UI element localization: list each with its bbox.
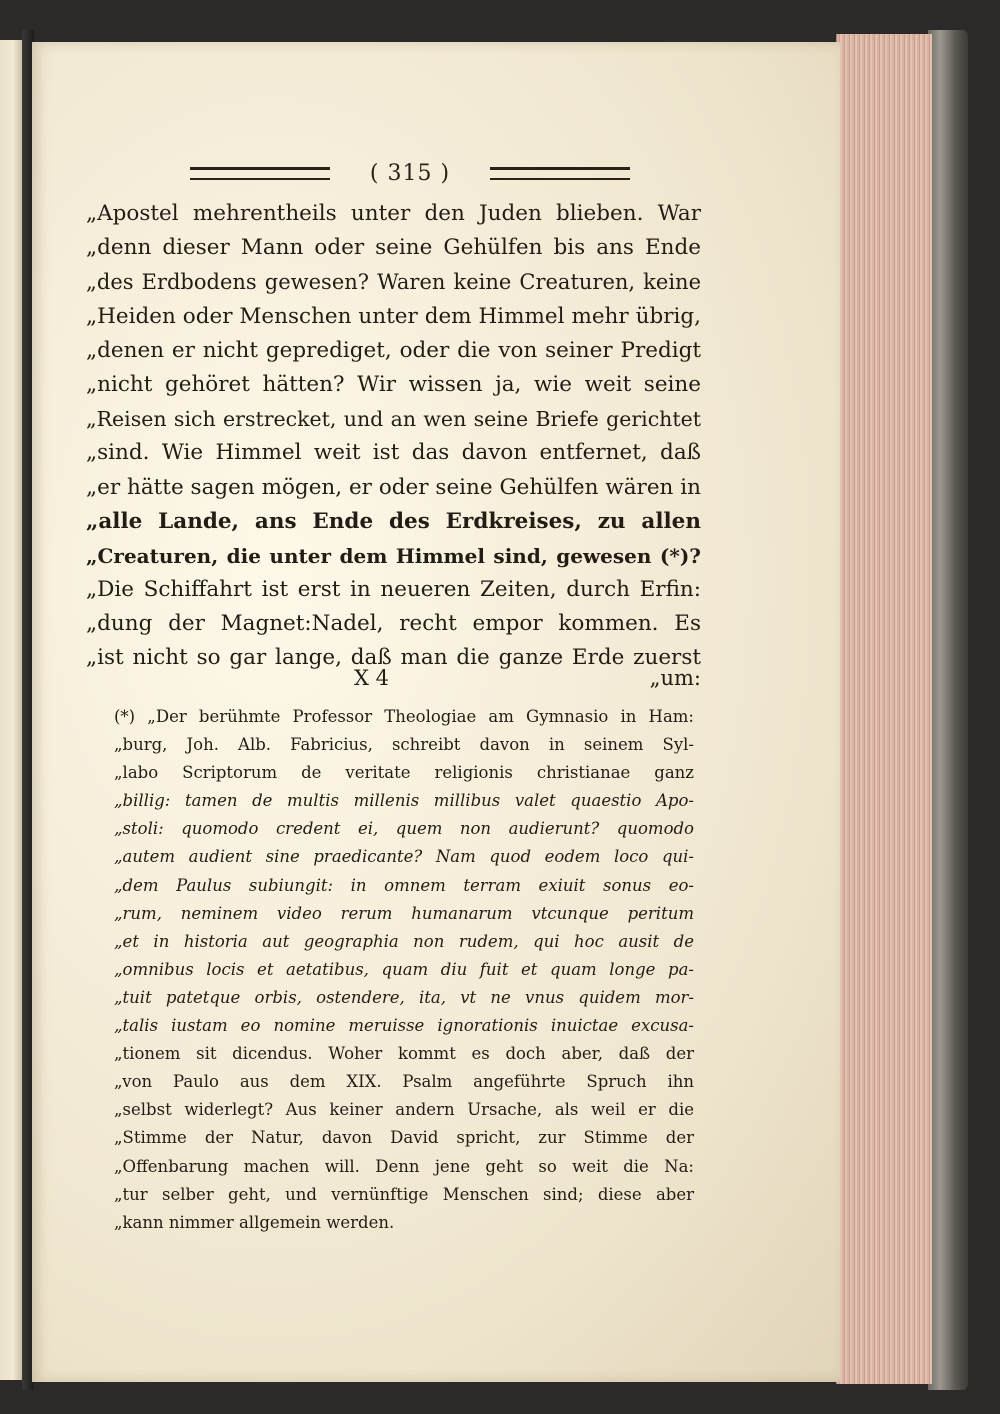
book-cover-board bbox=[928, 30, 968, 1390]
footnote-line-latin: „talis iustam eo nomine meruisse ignorationis inuictae excusa- bbox=[114, 1016, 694, 1036]
header-rule-right bbox=[490, 167, 630, 180]
footnote-line-latin: „billig: tamen de multis millenis millibus valet quaestio Apo- bbox=[114, 791, 694, 811]
text-line: „dung der Magnet:Nadel, recht empor kommen. Es bbox=[86, 611, 701, 637]
text-line: „Reisen sich erstrecket, und an wen seine Briefe gerichtet bbox=[86, 407, 701, 432]
text-line: „Heiden oder Menschen unter dem Himmel mehr übrig, bbox=[86, 303, 701, 329]
catchword: „um: bbox=[649, 666, 701, 690]
footnote-line-latin: „tuit patetque orbis, ostendere, ita, vt ne vnus quidem mor- bbox=[114, 987, 694, 1007]
running-head bbox=[150, 158, 670, 188]
footnote-line: „tionem sit dicendus. Woher kommt es doch aber, daß der bbox=[114, 1044, 694, 1064]
header-rule-left bbox=[190, 167, 330, 180]
text-line: „denen er nicht geprediget, oder die von seiner Predigt bbox=[86, 337, 701, 363]
footnote-line: „burg, Joh. Alb. Fabricius, schreibt davon in seinem Syl- bbox=[114, 735, 694, 755]
footnote-line: „selbst widerlegt? Aus keiner andern Ursache, als weil er die bbox=[114, 1100, 694, 1120]
page-fore-edge bbox=[836, 34, 932, 1384]
footnote-line: „kann nimmer allgemein werden. bbox=[114, 1212, 395, 1232]
footnote-line-latin: „dem Paulus subiungit: in omnem terram exiuit sonus eo- bbox=[114, 875, 694, 895]
left-page-edge bbox=[0, 40, 23, 1380]
footnote-line-latin: „autem audient sine praedicante? Nam quod eodem loco qui- bbox=[114, 847, 694, 867]
footnote-line-latin: „rum, neminem video rerum humanarum vtcunque peritum bbox=[114, 903, 694, 923]
text-line: „sind. Wie Himmel weit ist das davon entfernet, daß bbox=[86, 440, 701, 466]
footnote-line: „von Paulo aus dem XIX. Psalm angeführte Spruch ihn bbox=[114, 1072, 694, 1092]
footnote-line-latin: „stoli: quomodo credent ei, quem non audierunt? quomodo bbox=[114, 819, 694, 839]
text-line: „nicht gehöret hätten? Wir wissen ja, wie weit seine bbox=[86, 371, 701, 397]
text-line-emphasis: „Creaturen, die unter dem Himmel sind, gewesen (*)? bbox=[86, 543, 701, 568]
footnote-line: „Stimme der Natur, davon David spricht, zur Stimme der bbox=[114, 1128, 694, 1148]
footnote-line-latin: „et in historia aut geographia non rudem, qui hoc ausit de bbox=[114, 931, 694, 951]
signature-mark: X 4 bbox=[354, 666, 389, 690]
footnote-block bbox=[114, 703, 694, 1237]
signature-row bbox=[86, 666, 701, 696]
footnote-line: „labo Scriptorum de veritate religionis christianae ganz bbox=[114, 763, 694, 783]
text-line: „ist nicht so gar lange, daß man die ganze Erde zuerst bbox=[86, 645, 701, 671]
page-number: ( 315 ) bbox=[369, 160, 451, 186]
text-line: „Die Schiffahrt ist erst in neueren Zeiten, durch Erfin: bbox=[86, 577, 701, 603]
text-line: „Apostel mehrentheils unter den Juden blieben. War bbox=[86, 201, 701, 226]
footnote-line: (*) „Der berühmte Professor Theologiae am Gymnasio in Ham: bbox=[114, 707, 694, 726]
main-text-block bbox=[86, 197, 701, 676]
text-line: „des Erdbodens gewesen? Waren keine Creaturen, keine bbox=[86, 270, 701, 295]
footnote-line-latin: „omnibus locis et aetatibus, quam diu fuit et quam longe pa- bbox=[114, 959, 694, 979]
text-line: „denn dieser Mann oder seine Gehülfen bis ans Ende bbox=[86, 235, 701, 261]
text-line: „er hätte sagen mögen, er oder seine Gehülfen wären in bbox=[86, 474, 701, 500]
text-line-emphasis: „alle Lande, ans Ende des Erdkreises, zu allen bbox=[86, 508, 701, 534]
footnote-line: „Offenbarung machen will. Denn jene geht so weit die Na: bbox=[114, 1156, 694, 1176]
footnote-line: „tur selber geht, und vernünftige Menschen sind; diese aber bbox=[114, 1184, 694, 1204]
